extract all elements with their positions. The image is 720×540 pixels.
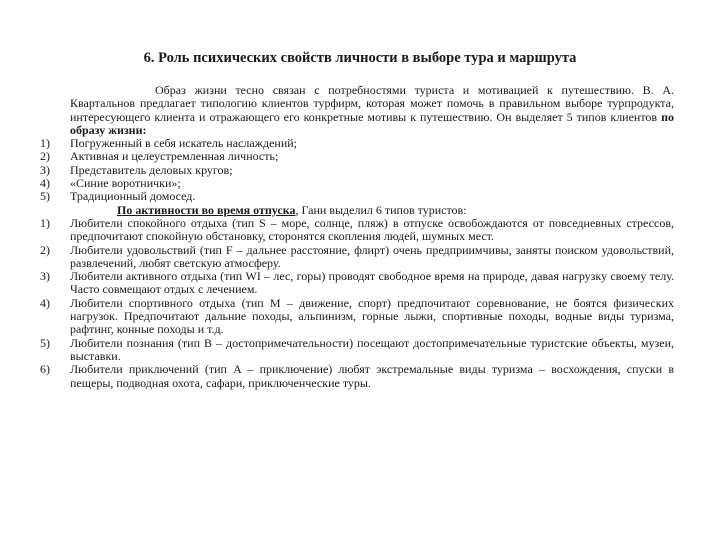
list-item-text: Любители спокойного отдыха (тип S – море, солнце, пляж) в отпуске освобождаются от повседневных стрессов, предпочитают спокойную обстановку, сторонятся скопления людей, шумных мест. <box>70 215 674 244</box>
subheading-emphasis: По активности во время отпуска <box>117 202 296 217</box>
list-item <box>40 150 674 163</box>
subheading-text: , Гани выделил 6 типов туристов: <box>295 202 467 217</box>
list-item-text: Любители спортивного отдыха (тип M – движение, спорт) предпочитают соревнование, не боятся физических нагрузок. Предпочитают дальние походы, альпинизм, горные лыжи, спортивные походы, водные виды туризма, рафтинг, конные походы и т.д. <box>70 295 674 337</box>
list-item <box>40 363 674 390</box>
list-item-text: Традиционный домосед. <box>70 189 196 204</box>
list-item <box>40 337 674 364</box>
list-item-text: Погруженный в себя искатель наслаждений; <box>70 136 298 151</box>
list-item <box>40 164 674 177</box>
document-body <box>40 84 674 390</box>
intro-emphasis: по образу жизни: <box>70 109 674 137</box>
list-item <box>40 177 674 190</box>
list-item-number: 1) <box>40 215 50 230</box>
list-item-number: 3) <box>40 162 50 177</box>
list-item <box>40 137 674 150</box>
list-item-text: Любители познания (тип B – достопримечательности) посещают достопримечательные туристские объекты, музеи, выставки. <box>70 335 674 363</box>
list-item-number: 2) <box>40 149 50 164</box>
intro-paragraph <box>70 84 674 137</box>
list-item <box>40 190 674 203</box>
list-item <box>40 270 674 297</box>
list-item-number: 2) <box>40 242 50 257</box>
activity-types-list <box>40 217 674 390</box>
list-item-text: Активная и целеустремленная личность; <box>70 149 279 164</box>
activity-subheading <box>70 204 674 217</box>
list-item-number: 5) <box>40 189 50 204</box>
list-item <box>40 217 674 244</box>
list-item-text: Любители удовольствий (тип F – дальнее расстояние, флирт) очень предприимчивы, заняты поиском удовольствий, развлечений, любят светскую атмосферу. <box>70 242 674 270</box>
list-item-text: Любители активного отдыха (тип WI – лес, горы) проводят свободное время на природе, давая нагрузку своему телу. Часто совмещают отдых с лечением. <box>70 269 674 297</box>
list-item-number: 4) <box>40 295 50 310</box>
list-item-number: 3) <box>40 269 50 284</box>
list-item <box>40 297 674 337</box>
intro-text: Образ жизни тесно связан с потребностями туриста и мотивацией к путешествию. В. А. Квартальнов предлагает типологию клиентов турфирм, которая может помочь в правильном выборе турпродукта, интересующего клиента и отражающего его конкретные мотивы к путешествию. Он выделяет 5 типов клиентов <box>70 83 674 124</box>
list-item-text: Любители приключений (тип A – приключение) любят экстремальные виды туризма – восхождения, спуски в пещеры, подводная охота, сафари, приключенческие туры. <box>70 362 674 390</box>
list-item-number: 5) <box>40 335 50 350</box>
list-item-text: «Синие воротнички»; <box>70 176 181 191</box>
lifestyle-types-list <box>40 137 674 203</box>
list-item-number: 6) <box>40 362 50 377</box>
list-item-text: Представитель деловых кругов; <box>70 162 233 177</box>
list-item-number: 4) <box>40 176 50 191</box>
page-title: 6. Роль психических свойств личности в выборе тура и маршрута <box>143 50 577 66</box>
list-item <box>40 244 674 271</box>
list-item-number: 1) <box>40 136 50 151</box>
